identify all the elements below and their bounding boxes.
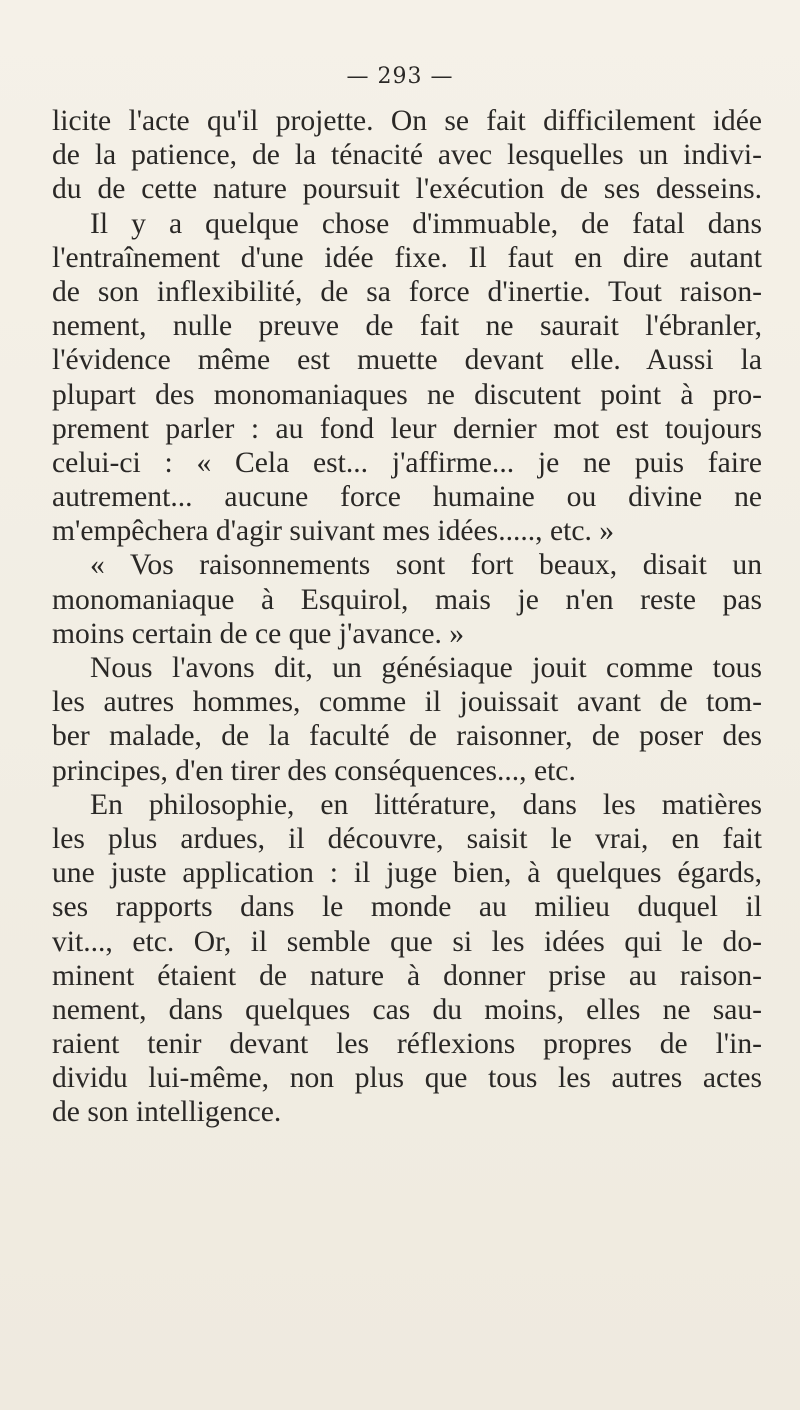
text-line: En philosophie, en littérature, dans les matières [90, 788, 762, 821]
text-line: principes, d'en tirer des conséquences..., etc. [52, 754, 576, 787]
text-line: l'évidence même est muette devant elle. Aussi la [52, 344, 762, 377]
text-line: de son inflexibilité, de sa force d'inertie. Tout raison- [52, 275, 762, 308]
text-line: nement, dans quelques cas du moins, elles ne sau- [52, 993, 762, 1026]
text-line: une juste application : il juge bien, à quelques égards, [52, 857, 762, 890]
text-line: autrement... aucune force humaine ou divine ne [52, 481, 762, 514]
text-line: monomaniaque à Esquirol, mais je n'en reste pas [52, 583, 762, 616]
text-line: raient tenir devant les réflexions propres de l'in- [52, 1028, 762, 1061]
page-number: — 293 — [346, 64, 454, 89]
text-line: ber malade, de la faculté de raisonner, de poser des [52, 720, 762, 753]
text-line: de son intelligence. [52, 1096, 282, 1129]
text-line: ses rapports dans le monde au milieu duquel il [52, 891, 762, 924]
text-line: Nous l'avons dit, un génésiaque jouit comme tous [90, 652, 762, 684]
text-line: Il y a quelque chose d'immuable, de fatal dans [90, 207, 762, 240]
text-line: l'entraînement d'une idée fixe. Il faut en dire autant [52, 241, 762, 274]
text-line: celui-ci : « Cela est... j'affirme... je ne puis faire [52, 446, 762, 479]
text-line: les plus ardues, il découvre, saisit le vrai, en fait [52, 822, 762, 855]
text-line: plupart des monomaniaques ne discutent point à pro- [52, 378, 762, 411]
text-line: les autres hommes, comme il jouissait avant de tom- [52, 686, 762, 719]
text-line: m'empêchera d'agir suivant mes idées....., etc. » [52, 515, 615, 548]
text-line: du de cette nature poursuit l'exécution de ses desseins. [52, 173, 762, 206]
text-line: dividu lui-même, non plus que tous les autres actes [52, 1062, 762, 1095]
text-line: licite l'acte qu'il projette. On se fait difficilement idée [52, 105, 762, 137]
text-line: moins certain de ce que j'avance. » [52, 617, 465, 650]
body-text [52, 104, 762, 1130]
text-line: « Vos raisonnements sont fort beaux, disait un [90, 549, 762, 582]
text-line: nement, nulle preuve de fait ne saurait l'ébranler, [52, 310, 762, 343]
text-line: prement parler : au fond leur dernier mot est toujours [52, 412, 762, 445]
text-line: de la patience, de la ténacité avec lesquelles un indivi- [52, 139, 762, 172]
text-line: minent étaient de nature à donner prise au raison- [52, 959, 762, 992]
text-line: vit..., etc. Or, il semble que si les idées qui le do- [52, 925, 762, 958]
